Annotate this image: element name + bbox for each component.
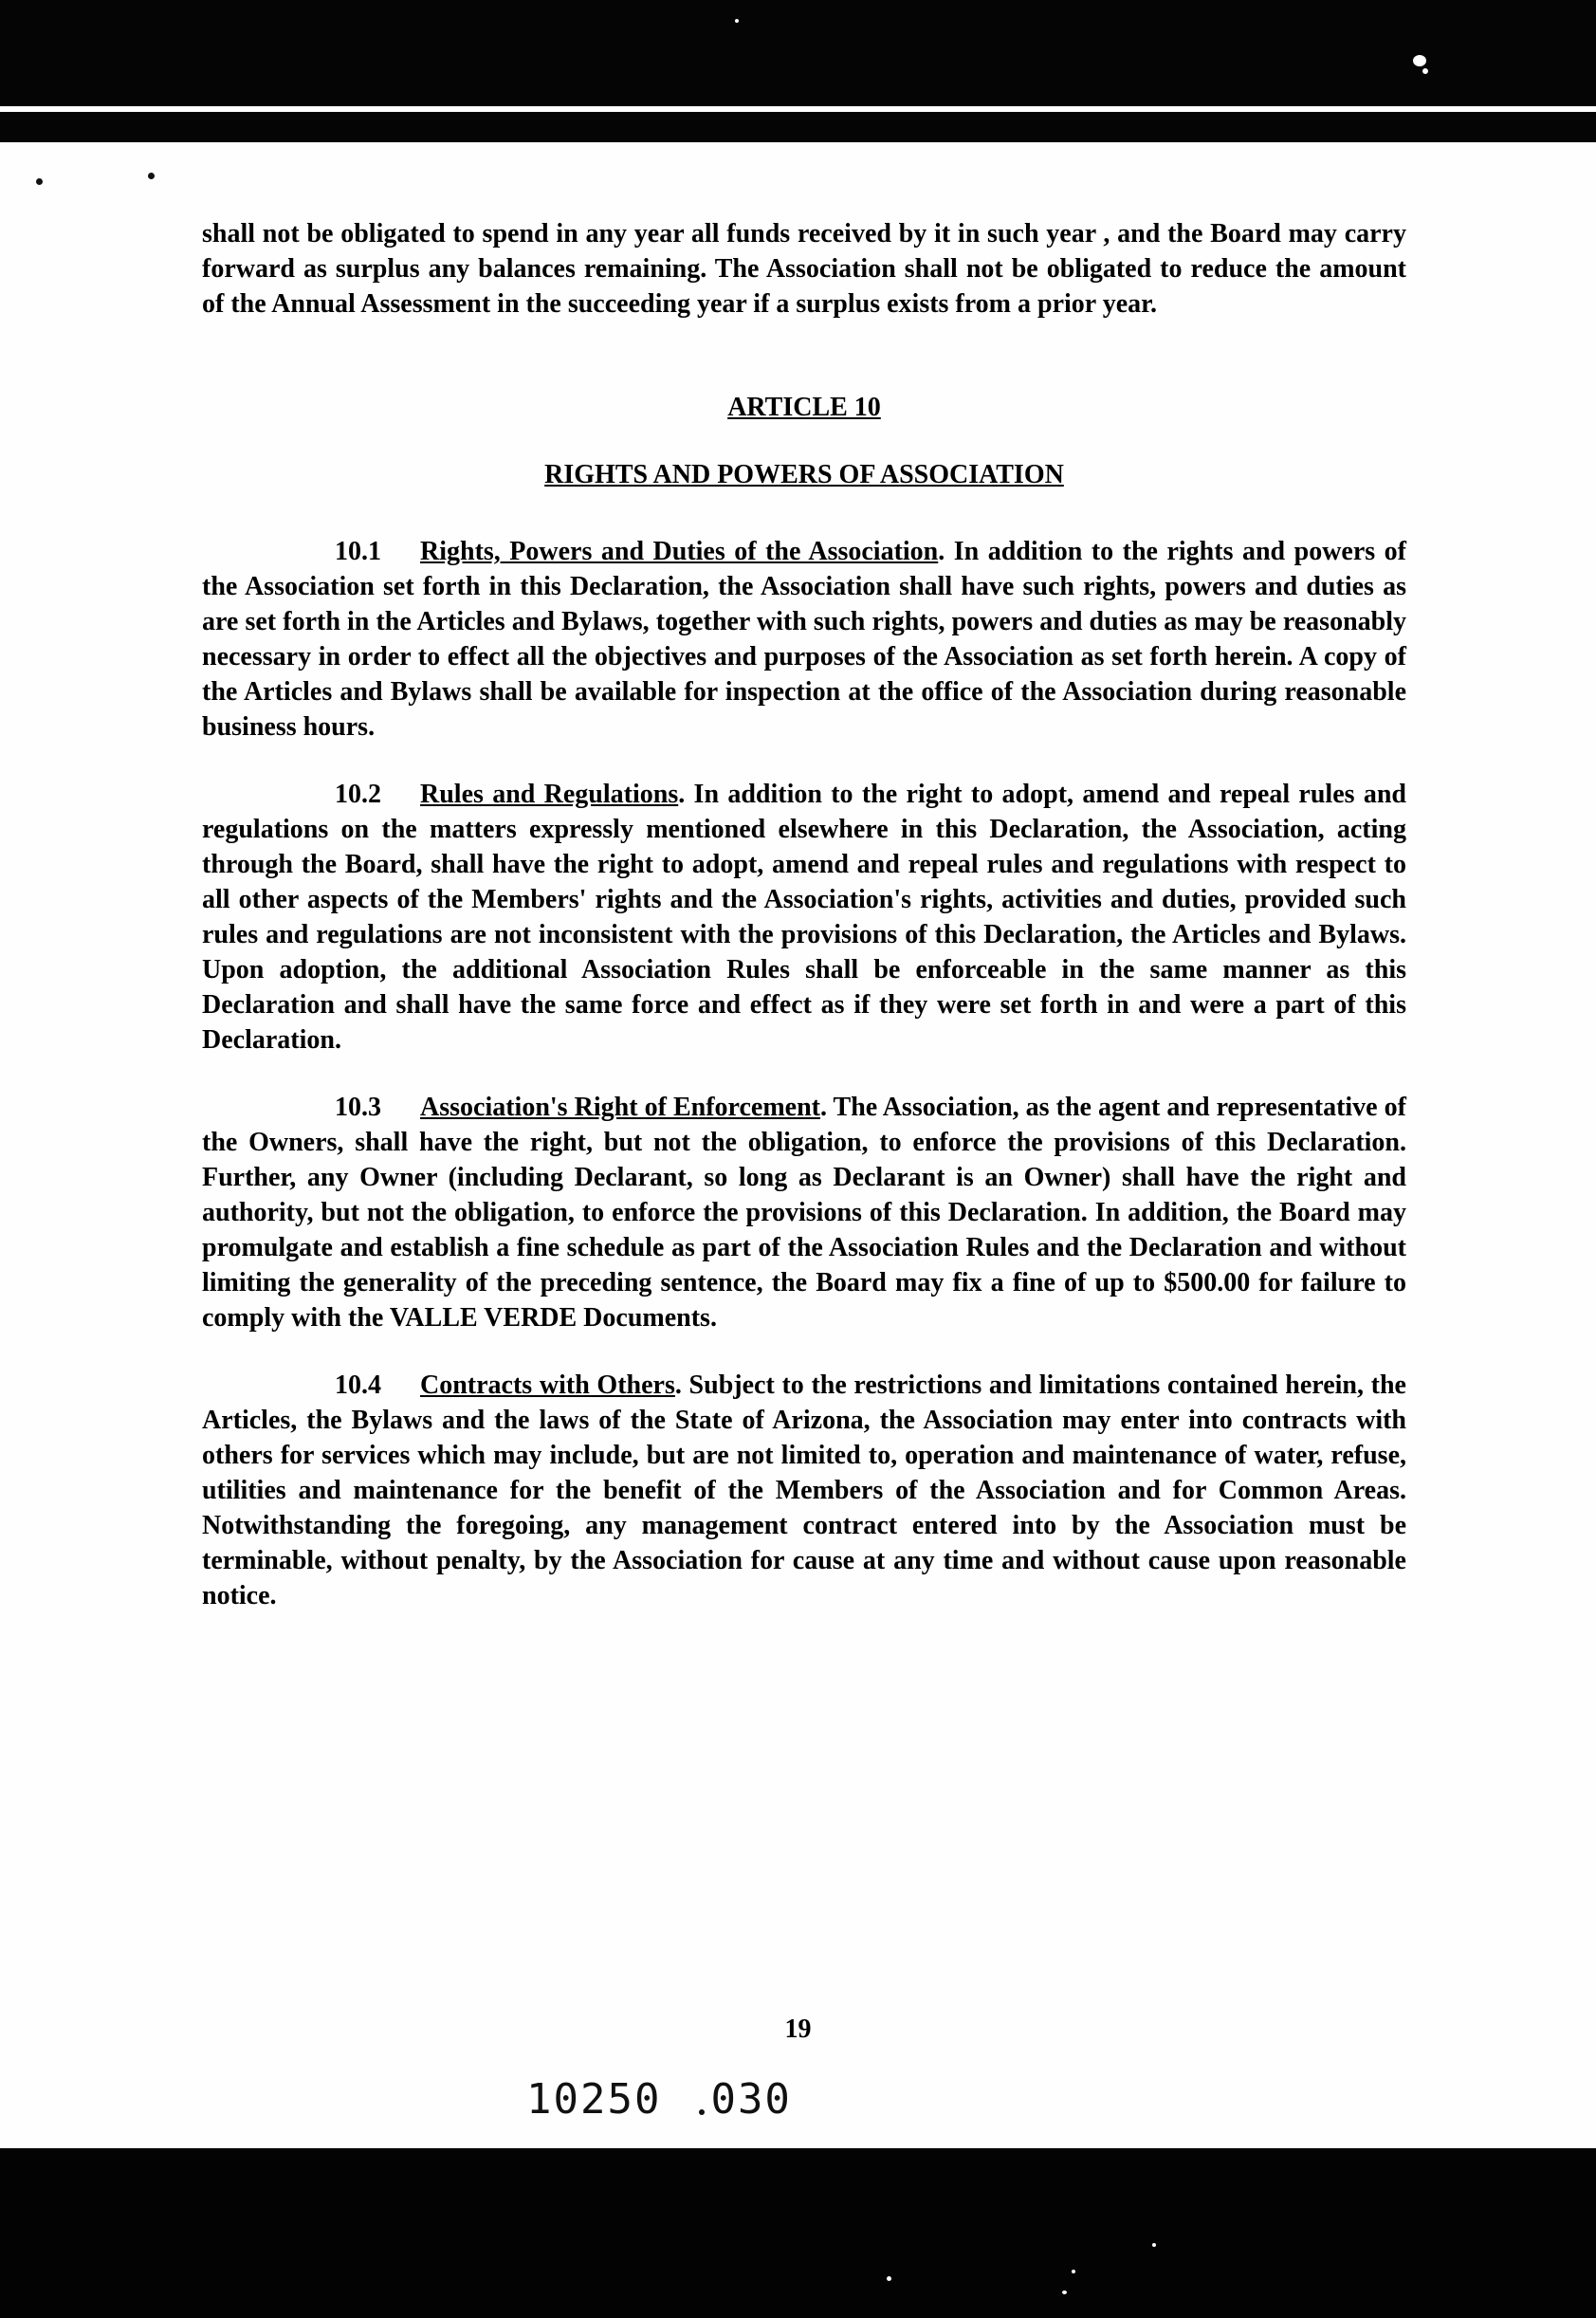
document-number-part2: 030 [710,2075,792,2124]
scan-speck [1422,68,1428,74]
scan-dot [36,178,43,185]
section-number: 10.3 [335,1093,381,1122]
section-number: 10.1 [335,537,381,566]
article-title: RIGHTS AND POWERS OF ASSOCIATION [544,460,1064,489]
document-number-part1: 10250 [526,2075,662,2124]
section-body: . Subject to the restrictions and limitations contained herein, the Articles, the Bylaws and the laws of the State of Arizona, the Association may enter into contracts with others for services which may include, but are not limited to, operation and maintenance of water, refuse, utilities and maintenance for the benefit of the Members of the Association and for Common Areas. Notwithstanding the foregoing, any management contract entered into by the Association must be terminable, without penalty, by the Association for cause at any time and without cause upon reasonable notice. [202,1371,1406,1610]
section-body: . In addition to the rights and powers of the Association set forth in this Declaration, the Association shall have such rights, powers and duties as are set forth in the Articles and Bylaws, together with such rights, powers and duties as may be reasonably necessary in order to effect all the objectives and purposes of the Association as set forth herein. A copy of the Articles and Bylaws shall be available for inspection at the office of the Association during reasonable business hours. [202,537,1406,742]
document-body [202,216,1406,1613]
section-10-1 [202,534,1406,745]
scan-top-border [0,0,1596,142]
document-stamp-number [526,2075,792,2124]
separator-dot [699,2109,705,2115]
section-title: Association's Right of Enforcement [420,1093,820,1122]
section-number: 10.2 [335,780,381,809]
section-10-2 [202,777,1406,1058]
article-label: ARTICLE 10 [727,393,881,422]
section-10-3 [202,1090,1406,1335]
page-number: 19 [784,2014,812,2044]
section-title: Rights, Powers and Duties of the Association [420,537,939,566]
scan-bottom-border [0,2148,1596,2318]
scan-speck [1072,2270,1075,2273]
scan-dot [148,173,155,179]
section-10-4 [202,1368,1406,1613]
section-body: . The Association, as the agent and representative of the Owners, shall have the right, but not the obligation, to enforce the provisions of this Declaration. Further, any Owner (including Declarant, so long as Declarant is an Owner) shall have the right and authority, but not the obligation, to enforce the provisions of this Declaration. In addition, the Board may promulgate and establish a fine schedule as part of the Association Rules and the Declaration and without limiting the generality of the preceding sentence, the Board may fix a fine of up to $500.00 for failure to comply with the VALLE VERDE Documents. [202,1093,1406,1333]
scan-speck [1152,2243,1156,2247]
scan-speck [1062,2290,1067,2294]
section-number: 10.4 [335,1371,381,1400]
scan-speck [887,2276,891,2281]
section-title: Contracts with Others [420,1371,675,1400]
scan-edge-line [0,106,1596,112]
section-body: . In addition to the right to adopt, amend and repeal rules and regulations on the matters expressly mentioned elsewhere in this Declaration, the Association, acting through the Board, shall have the right to adopt, amend and repeal rules and regulations with respect to all other aspects of the Members' rights and the Association's rights, activities and duties, provided such rules and regulations are not inconsistent with the provisions of this Declaration, the Articles and Bylaws. Upon adoption, the additional Association Rules shall be enforceable in the same manner as this Declaration and shall have the same force and effect as if they were set forth in and were a part of this Declaration. [202,780,1406,1055]
scan-speck [735,19,739,23]
section-title: Rules and Regulations [420,780,679,809]
scan-speck [1413,55,1426,66]
intro-paragraph: shall not be obligated to spend in any year all funds received by it in such year , and the Board may carry forward as surplus any balances remaining. The Association shall not be obligated to reduce the amount of the Annual Assessment in the succeeding year if a surplus exists from a prior year. [202,219,1406,319]
